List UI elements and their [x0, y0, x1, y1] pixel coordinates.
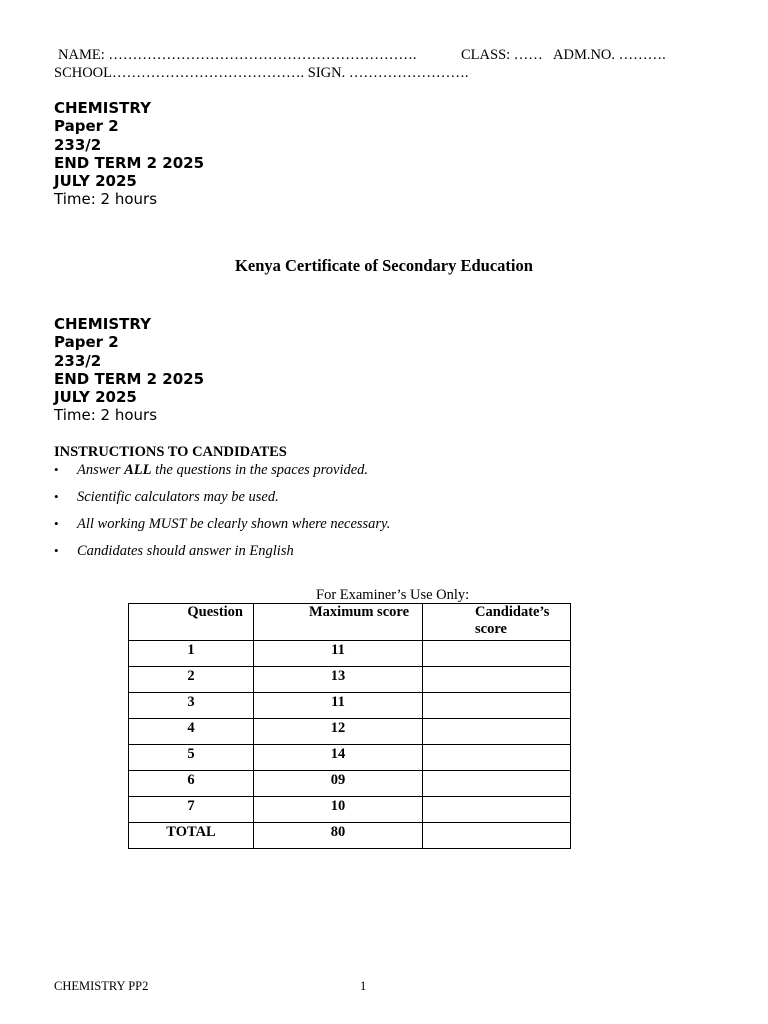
table-row: [129, 719, 571, 745]
instruction-text-part: Answer: [77, 462, 125, 478]
paper-code: 233/2: [54, 135, 102, 154]
exam-date: JULY 2025: [54, 388, 137, 407]
header-candidate-score: Candidate’s score: [423, 604, 571, 641]
bullet-icon: •: [54, 543, 59, 558]
exam-duration: Time: 2 hours: [54, 406, 158, 425]
candidate-score-cell[interactable]: [423, 641, 571, 667]
bullet-icon: •: [54, 516, 59, 531]
question-number: 6: [129, 771, 254, 797]
table-row: [129, 797, 571, 823]
paper-number: Paper 2: [54, 117, 119, 136]
question-number: 3: [129, 693, 254, 719]
table-row: [129, 693, 571, 719]
table-total-row: [129, 823, 571, 849]
footer-label: CHEMISTRY PP2: [54, 979, 149, 993]
candidate-score-cell[interactable]: [423, 719, 571, 745]
exam-date: JULY 2025: [54, 172, 137, 191]
instruction-text: Candidates should answer in English: [77, 543, 294, 559]
instruction-text: [77, 461, 368, 479]
table-row: [129, 771, 571, 797]
candidate-score-cell[interactable]: [423, 693, 571, 719]
adm-no-field-line: ADM.NO. ……….: [553, 47, 666, 63]
name-field-line: NAME: ……………………………………………………….: [58, 47, 417, 63]
max-score: 10: [254, 797, 423, 823]
max-score: 09: [254, 771, 423, 797]
exam-term: END TERM 2 2025: [54, 153, 205, 172]
paper-code: 233/2: [54, 351, 102, 370]
table-row: [129, 745, 571, 771]
question-number: 1: [129, 641, 254, 667]
total-candidate-score-cell[interactable]: [423, 823, 571, 849]
exam-duration: Time: 2 hours: [54, 190, 158, 209]
paper-header-second: [54, 315, 204, 425]
max-score: 11: [254, 641, 423, 667]
candidate-score-cell[interactable]: [423, 797, 571, 823]
instruction-text: Scientific calculators may be used.: [77, 489, 279, 505]
paper-header-top: [54, 99, 204, 209]
max-score: 13: [254, 667, 423, 693]
examiner-table-caption: For Examiner’s Use Only:: [316, 587, 470, 603]
examiner-score-table: [128, 603, 571, 849]
subject-title: CHEMISTRY: [54, 99, 151, 117]
subject-title: CHEMISTRY: [54, 315, 151, 333]
total-max-score: 80: [254, 823, 423, 849]
candidate-score-cell[interactable]: [423, 771, 571, 797]
question-number: 7: [129, 797, 254, 823]
instruction-text: All working MUST be clearly shown where necessary.: [77, 516, 391, 532]
bullet-icon: •: [54, 489, 59, 504]
candidate-score-cell[interactable]: [423, 667, 571, 693]
page-number: 1: [360, 979, 367, 993]
school-sign-field-line: SCHOOL…………………………………. SIGN. …………………….: [54, 65, 469, 81]
paper-number: Paper 2: [54, 333, 119, 352]
kcse-title: Kenya Certificate of Secondary Education: [235, 256, 533, 275]
instructions-heading: INSTRUCTIONS TO CANDIDATES: [54, 444, 287, 460]
header-question: Question: [129, 604, 254, 641]
table-header-row: [129, 604, 571, 641]
instruction-emphasis: ALL: [124, 462, 152, 478]
max-score: 14: [254, 745, 423, 771]
question-number: 5: [129, 745, 254, 771]
total-label: TOTAL: [129, 823, 254, 849]
exam-term: END TERM 2 2025: [54, 369, 205, 388]
max-score: 11: [254, 693, 423, 719]
bullet-icon: •: [54, 462, 59, 477]
class-field-line: CLASS: ……: [461, 47, 543, 63]
table-row: [129, 641, 571, 667]
max-score: 12: [254, 719, 423, 745]
question-number: 4: [129, 719, 254, 745]
header-maximum-score: Maximum score: [254, 604, 423, 641]
table-row: [129, 667, 571, 693]
candidate-score-cell[interactable]: [423, 745, 571, 771]
question-number: 2: [129, 667, 254, 693]
instruction-text-part: the questions in the spaces provided.: [151, 462, 369, 478]
